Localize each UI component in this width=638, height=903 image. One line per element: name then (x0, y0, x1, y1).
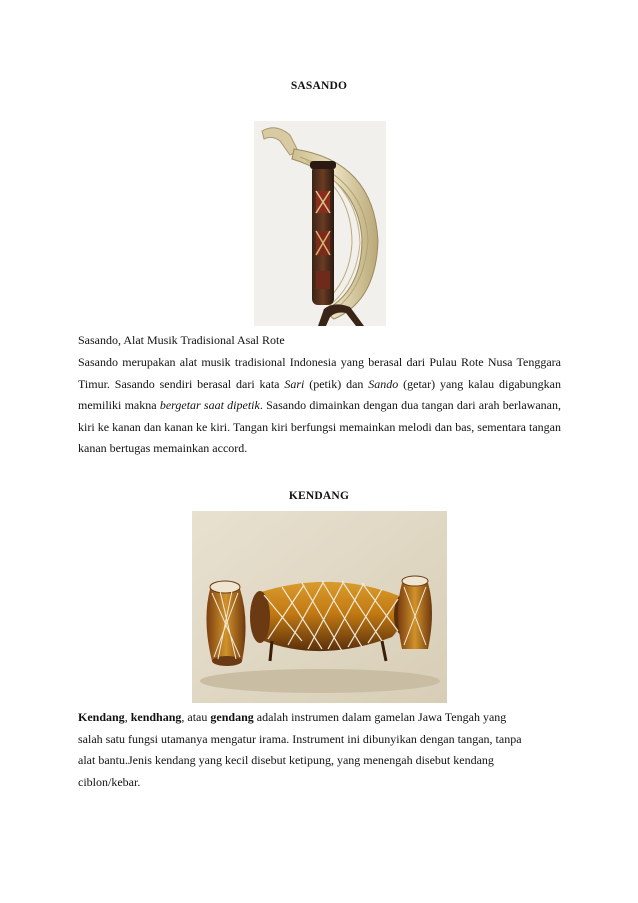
kendang-line-1-rest: adalah instrumen dalam gamelan Jawa Tengah yang (253, 710, 507, 724)
sando-term: Sando (368, 376, 399, 391)
sasando-subtitle: Sasando, Alat Musik Tradisional Asal Rote (78, 333, 285, 347)
sasando-heading: SASANDO (290, 80, 348, 92)
sasando-text-3: (getar) yang kalau digabungkan memiliki makna (78, 376, 562, 413)
kendang-line-4: ciblon/kebar. (78, 774, 141, 789)
kendang-heading: KENDANG (288, 490, 350, 502)
separator-1: , (124, 710, 131, 724)
separator-2: , atau (181, 710, 211, 724)
bergetar-phrase: bergetar saat dipetik (159, 398, 260, 413)
sari-term: Sari (284, 376, 305, 391)
sasando-paragraph (78, 352, 561, 460)
kendhang-term: kendhang (130, 710, 182, 724)
kendang-line-3: alat bantu.Jenis kendang yang kecil disebut ketipung, yang menengah disebut kendang (78, 753, 494, 768)
sasando-image (254, 121, 386, 326)
sasando-text-2: (petik) dan (304, 376, 369, 391)
sasando-text-1: Sasando merupakan alat musik tradisional Indonesia yang berasal dari Pulau Rote Nusa Tenggara Timur. Sasando sendiri berasal dari kata (78, 355, 561, 391)
kendang-image (192, 511, 447, 703)
kendang-term: Kendang (78, 710, 125, 724)
kendang-paragraph (78, 707, 561, 793)
sasando-text-4: . Sasando dimainkan dengan dua tangan dari arah berlawanan, kiri ke kanan dan kanan ke kiri. Tangan kiri berfungsi memainkan melodi dan bas, sementara tangan kanan bertugas memainkan accord. (78, 398, 561, 456)
gendang-term: gendang (210, 710, 254, 724)
kendang-line-2: salah satu fungsi utamanya mengatur irama. Instrument ini dibunyikan dengan tangan, tanpa (78, 731, 522, 746)
kendang-line-1 (78, 707, 561, 729)
